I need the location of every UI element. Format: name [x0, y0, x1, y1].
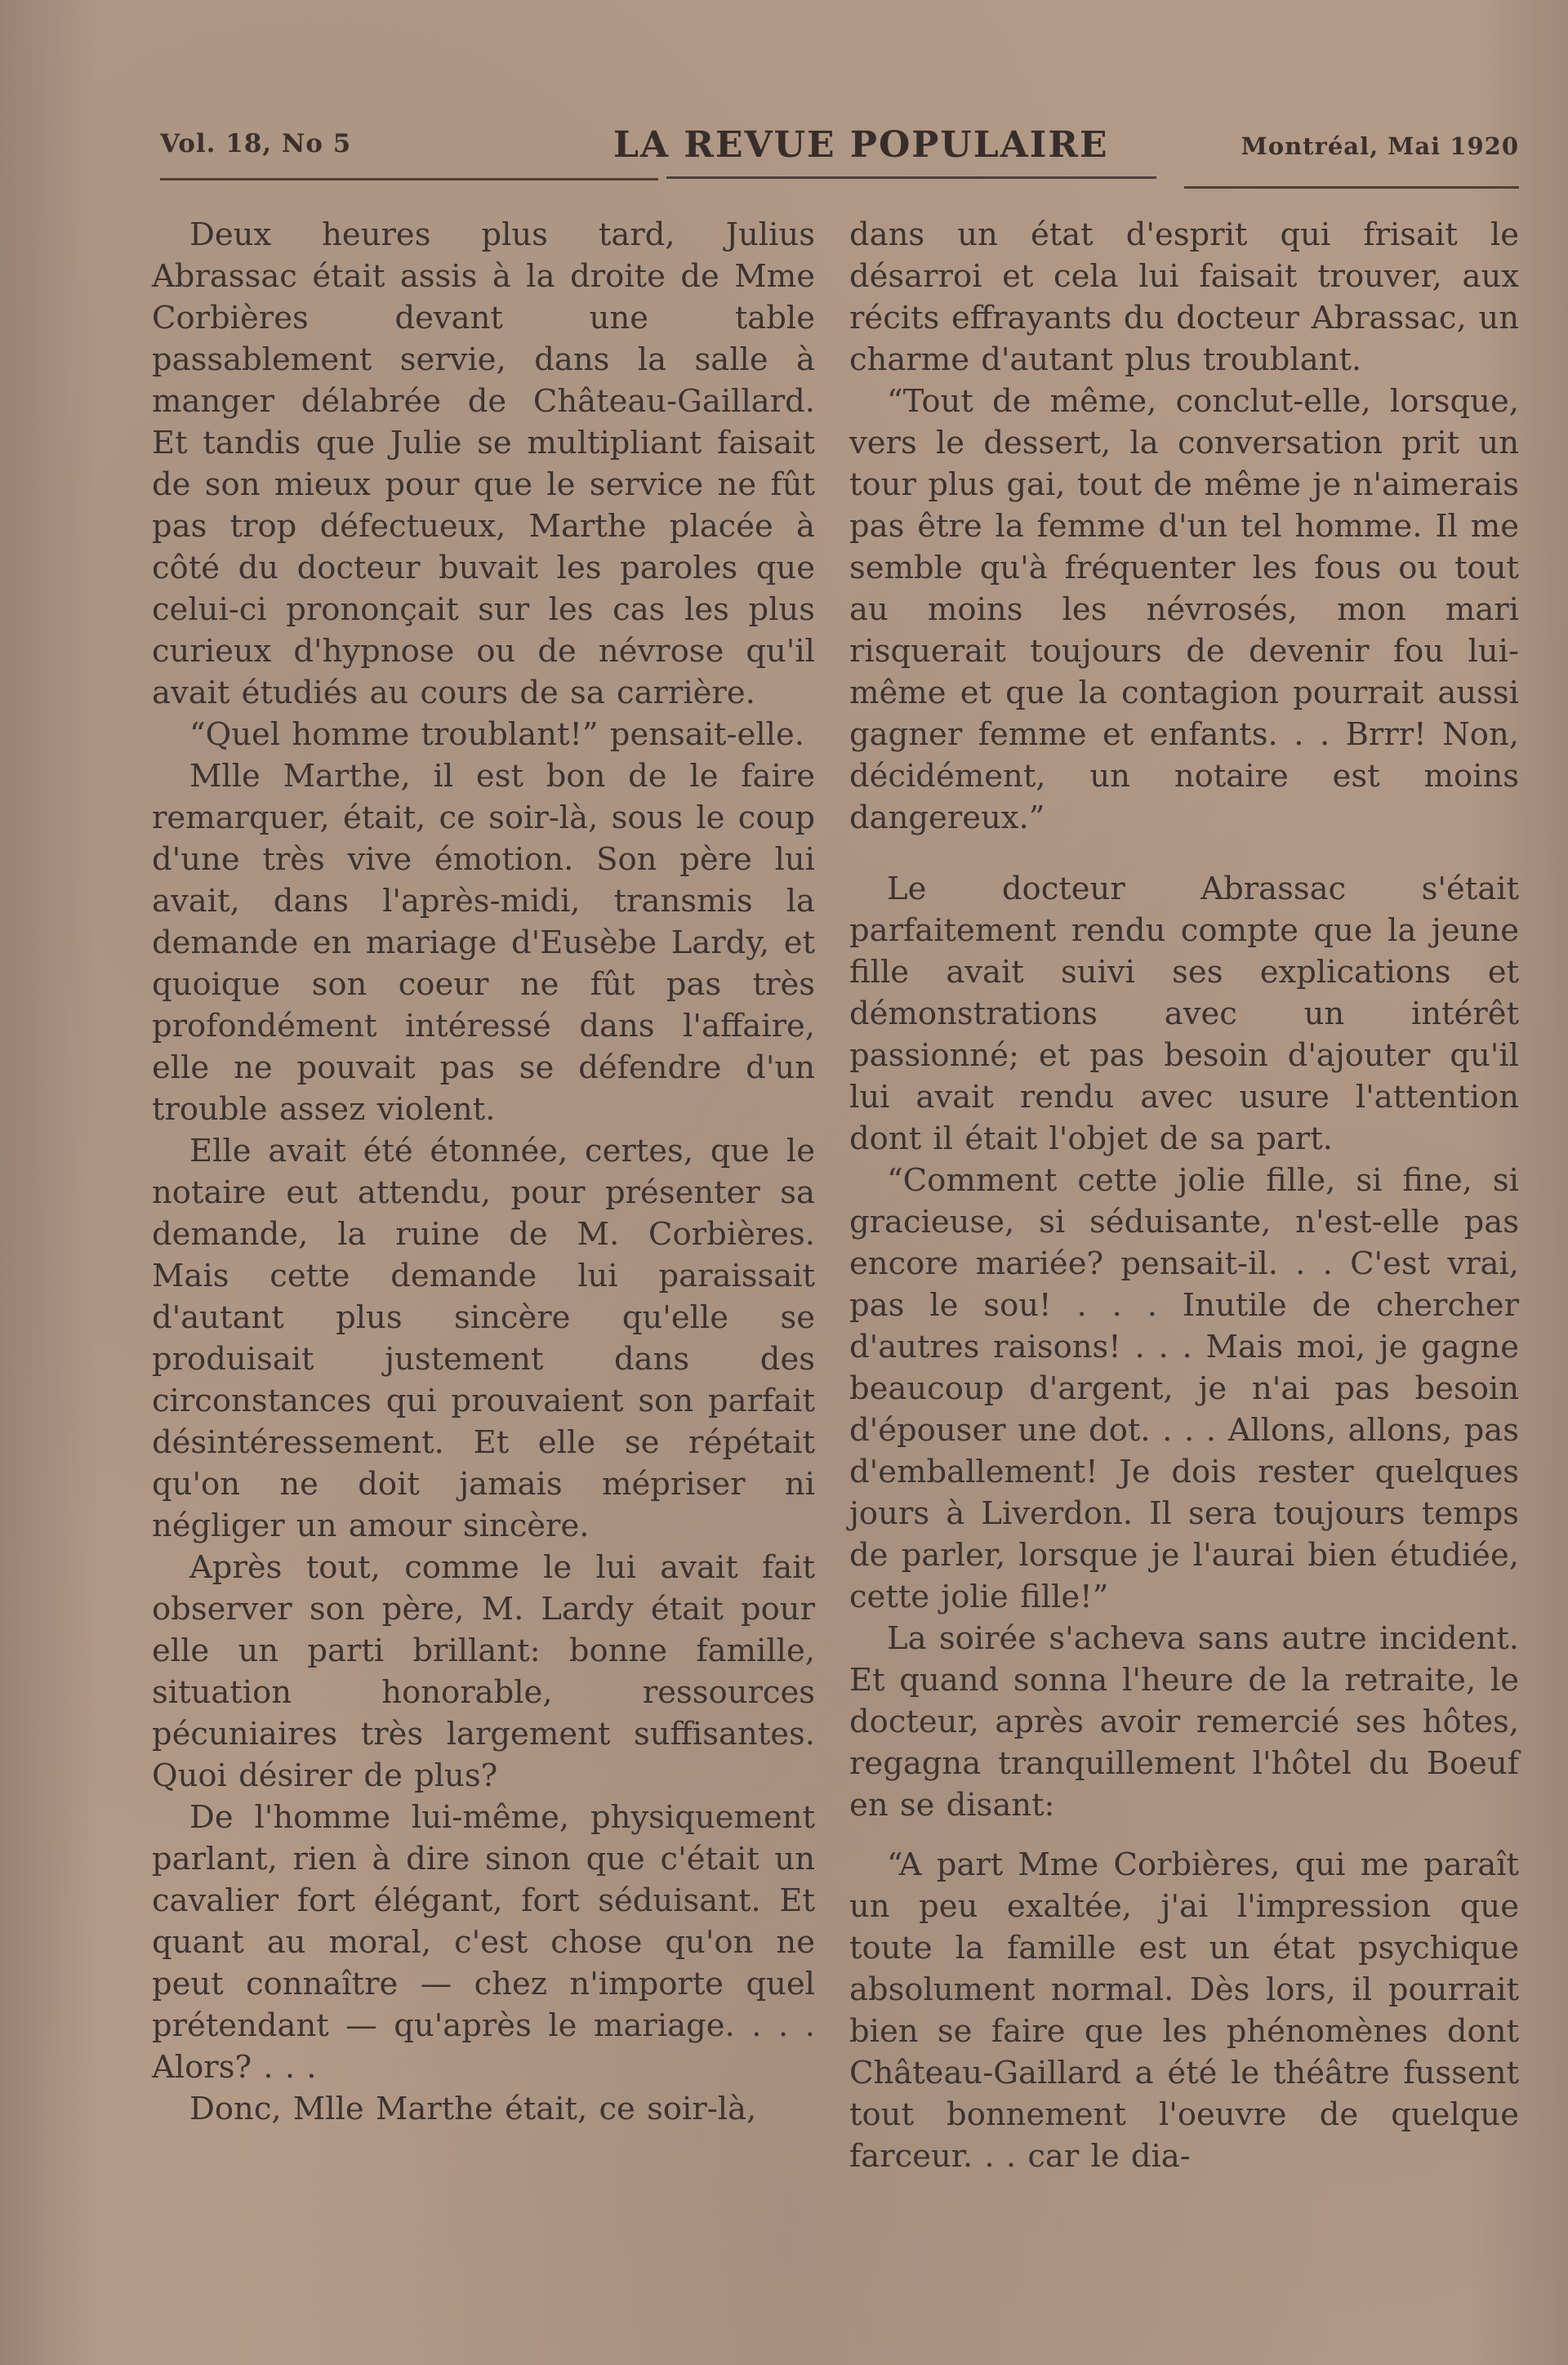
header-rule [160, 178, 658, 180]
paragraph: De l'homme lui-même, physiquement parlant, rien à dire sinon que c'était un cavalier fort élégant, fort séduisant. Et quant au moral, c'est chose qu'on ne peut connaître — chez n'importe quel prétendant — qu'après le mariage. . . . Alors? . . . [152, 1799, 815, 2086]
paragraph: Mlle Marthe, il est bon de le faire remarquer, était, ce soir-là, sous le coup d'une très vive émotion. Son père lui avait, dans l'après-midi, transmis la demande en mariage d'Eusèbe Lardy, et quoique son coeur ne fût pas très profondément intéressé dans l'affaire, elle ne pouvait pas se défendre d'un trouble assez violent. [152, 758, 815, 1128]
paragraph: Donc, Mlle Marthe était, ce soir-là, [189, 2091, 757, 2127]
paragraph: “Quel homme troublant!” pensait-elle. [189, 716, 804, 753]
header-rule [1184, 186, 1519, 189]
left-column [152, 214, 815, 2130]
paragraph: dans un état d'esprit qui frisait le désarroi et cela lui faisait trouver, aux récits effrayants du docteur Abrassac, un charme d'autant plus troublant. [849, 216, 1519, 378]
paragraph: Le docteur Abrassac s'était parfaitement rendu compte que la jeune fille avait suivi ses explications et démonstrations avec un intérêt passionné; et pas besoin d'ajouter qu'il lui avait rendu avec usure l'attention dont il était l'objet de sa part. [849, 871, 1519, 1157]
volume-number: Vol. 18, No 5 [160, 129, 352, 158]
publication-title: LA REVUE POPULAIRE [613, 124, 1109, 166]
paragraph: “Comment cette jolie fille, si fine, si gracieuse, si séduisante, n'est-elle pas encore mariée? pensait-il. . . C'est vrai, pas le sou! . . . Inutile de chercher d'autres raisons! . . . Mais moi, je gagne beaucoup d'argent, je n'ai pas besoin d'épouser une dot. . . . Allons, allons, pas d'emballement! Je dois rester quelques jours à Liverdon. Il sera toujours temps de parler, lorsque je l'aurai bien étudiée, cette jolie fille!” [849, 1162, 1519, 1615]
header-rule [666, 176, 1156, 179]
paragraph: “Tout de même, conclut-elle, lorsque, vers le dessert, la conversation prit un tour plus gai, tout de même je n'aimerais pas être la femme d'un tel homme. Il me semble qu'à fréquenter les fous ou tout au moins les névrosés, mon mari risquerait toujours de devenir fou lui-même et que la contagion pourrait aussi gagner femme et enfants. . . Brrr! Non, décidément, un notaire est moins dangereux.” [849, 383, 1519, 836]
paragraph: Deux heures plus tard, Julius Abrassac était assis à la droite de Mme Corbières devant une table passablement servie, dans la salle à manger délabrée de Château-Gaillard. Et tandis que Julie se multipliant faisait de son mieux pour que le service ne fût pas trop défectueux, Marthe placée à côté du docteur buvait les paroles que celui-ci prononçait sur les cas les plus curieux d'hypnose ou de névrose qu'il avait étudiés au cours de sa carrière. [152, 216, 815, 711]
paragraph: Elle avait été étonnée, certes, que le notaire eut attendu, pour présenter sa demande, la ruine de M. Corbières. Mais cette demande lui paraissait d'autant plus sincère qu'elle se produisait justement dans des circonstances qui prouvaient son parfait désintéressement. Et elle se répétait qu'on ne doit jamais mépriser ni négliger un amour sincère. [152, 1133, 815, 1544]
paragraph: La soirée s'acheva sans autre incident. Et quand sonna l'heure de la retraite, le docteur, après avoir remercié ses hôtes, regagna tranquillement l'hôtel du Boeuf en se disant: [849, 1620, 1519, 1824]
issue-date: Montréal, Mai 1920 [1241, 132, 1519, 160]
paragraph: “A part Mme Corbières, qui me paraît un peu exaltée, j'ai l'impression que toute la famille est un état psychique absolument normal. Dès lors, il pourrait bien se faire que les phénomènes dont Château-Gaillard a été le théâtre fussent tout bonnement l'oeuvre de quelque farceur. . . car le dia- [849, 1846, 1519, 2175]
right-column [849, 214, 1519, 2177]
paragraph: Après tout, comme le lui avait fait observer son père, M. Lardy était pour elle un parti brillant: bonne famille, situation honorable, ressources pécuniaires très largement suffisantes. Quoi désirer de plus? [152, 1549, 815, 1794]
